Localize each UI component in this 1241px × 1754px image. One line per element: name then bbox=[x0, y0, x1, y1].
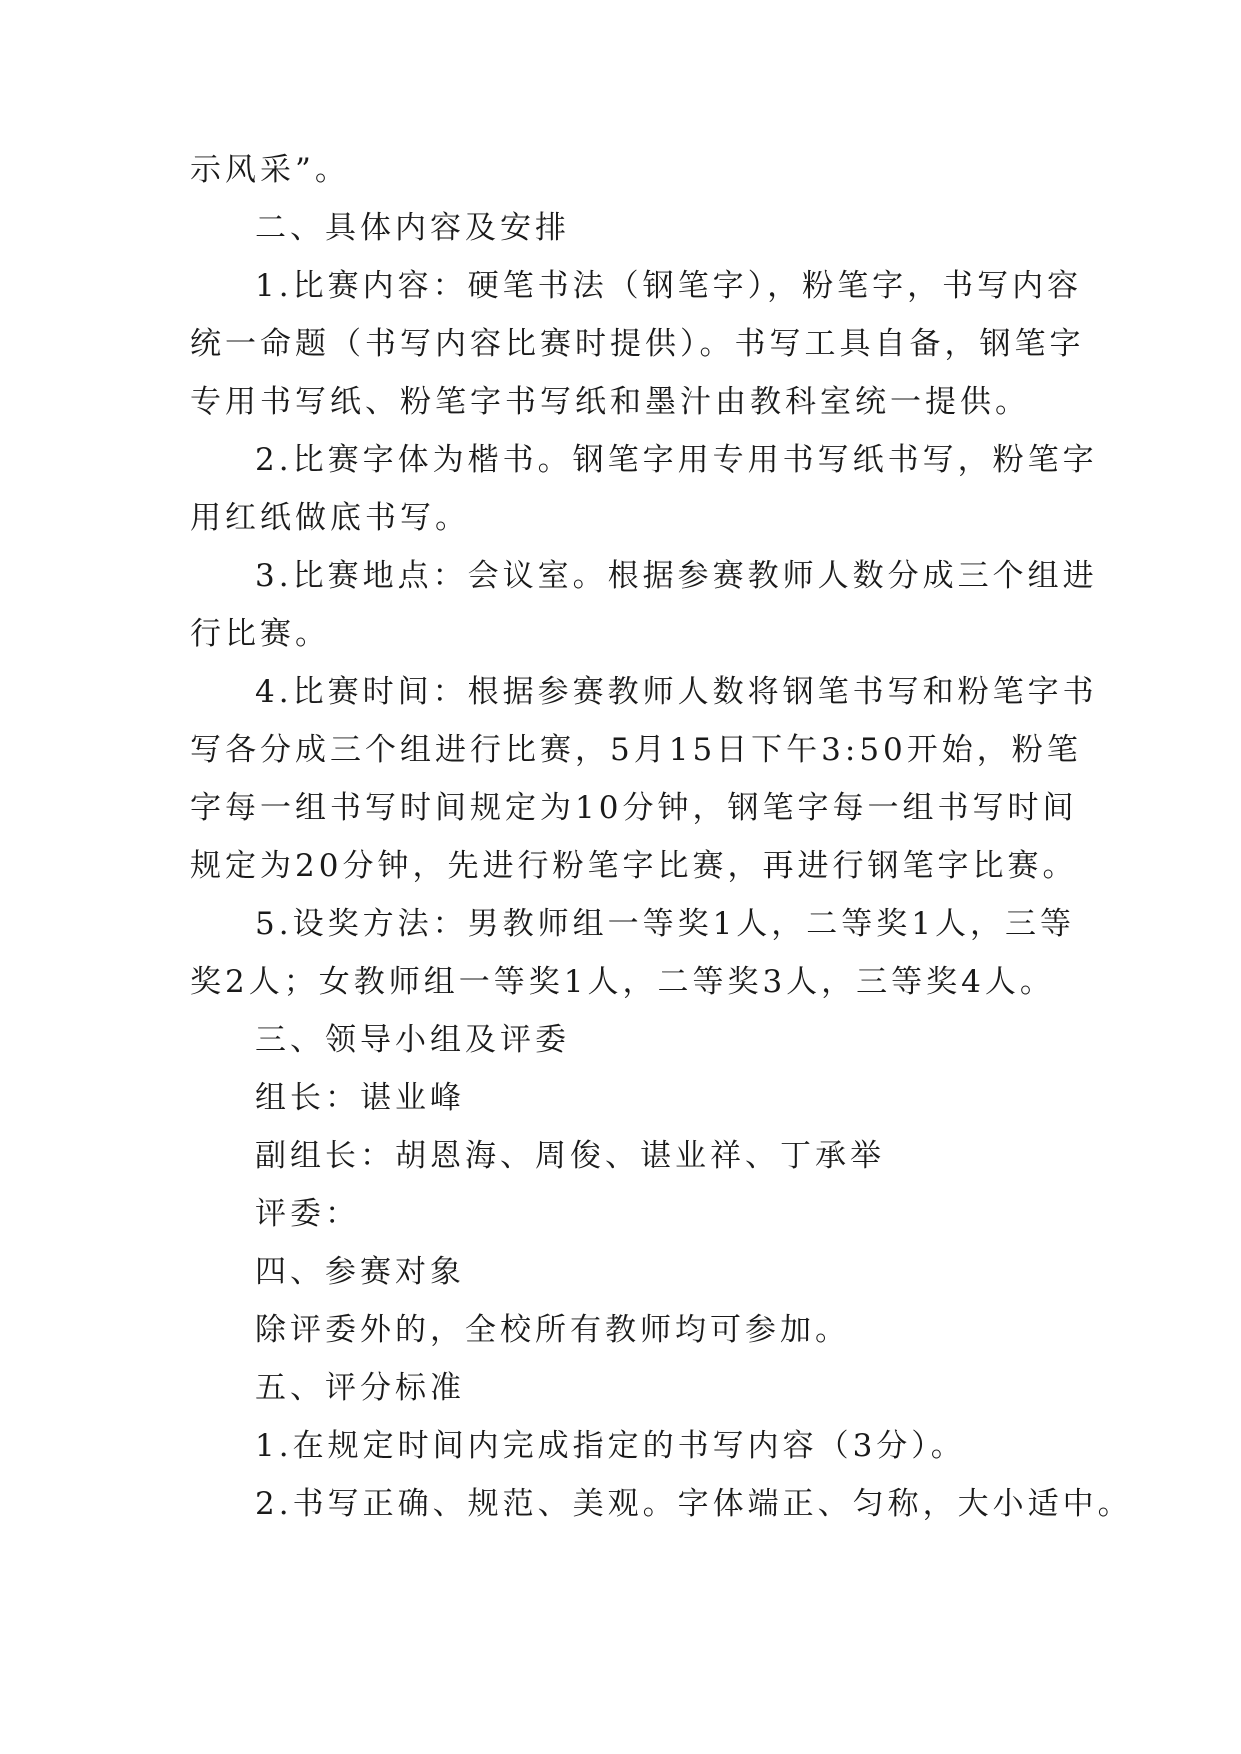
text-line-4: 统一命题（书写内容比赛时提供）。书写工具自备，钢笔字 bbox=[190, 326, 1085, 362]
text-line-13: 规定为20分钟，先进行粉笔字比赛，再进行钢笔字比赛。 bbox=[190, 848, 1078, 884]
section-heading-4: 四、参赛对象 bbox=[255, 1254, 465, 1290]
text-line-6: 2.比赛字体为楷书。钢笔字用专用书写纸书写，粉笔字 bbox=[255, 442, 1098, 478]
text-line-15: 奖2人；女教师组一等奖1人，二等奖3人，三等奖4人。 bbox=[190, 964, 1055, 1000]
text-line-18: 副组长：胡恩海、周俊、谌业祥、丁承举 bbox=[255, 1138, 885, 1174]
text-line-17: 组长：谌业峰 bbox=[255, 1080, 465, 1116]
text-line-5: 专用书写纸、粉笔字书写纸和墨汁由教科室统一提供。 bbox=[190, 384, 1030, 420]
text-line-8: 3.比赛地点：会议室。根据参赛教师人数分成三个组进 bbox=[255, 558, 1098, 594]
text-line-1: 示风采”。 bbox=[190, 152, 350, 188]
section-heading-2: 二、具体内容及安排 bbox=[255, 210, 570, 246]
text-line-3: 1.比赛内容：硬笔书法（钢笔字），粉笔字，书写内容 bbox=[255, 268, 1083, 304]
text-line-12: 字每一组书写时间规定为10分钟，钢笔字每一组书写时间 bbox=[190, 790, 1078, 826]
text-line-23: 1.在规定时间内完成指定的书写内容（3分）。 bbox=[255, 1428, 966, 1464]
text-line-14: 5.设奖方法：男教师组一等奖1人，二等奖1人，三等 bbox=[255, 906, 1076, 942]
text-line-19: 评委： bbox=[255, 1196, 360, 1232]
text-line-9: 行比赛。 bbox=[190, 616, 330, 652]
text-line-7: 用红纸做底书写。 bbox=[190, 500, 470, 536]
text-line-11: 写各分成三个组进行比赛，5月15日下午3:50开始，粉笔 bbox=[190, 732, 1082, 768]
text-line-21: 除评委外的，全校所有教师均可参加。 bbox=[255, 1312, 850, 1348]
section-heading-3: 三、领导小组及评委 bbox=[255, 1022, 570, 1058]
text-line-24: 2.书写正确、规范、美观。字体端正、匀称，大小适中。 bbox=[255, 1486, 1133, 1522]
section-heading-5: 五、评分标准 bbox=[255, 1370, 465, 1406]
text-line-10: 4.比赛时间：根据参赛教师人数将钢笔书写和粉笔字书 bbox=[255, 674, 1098, 710]
